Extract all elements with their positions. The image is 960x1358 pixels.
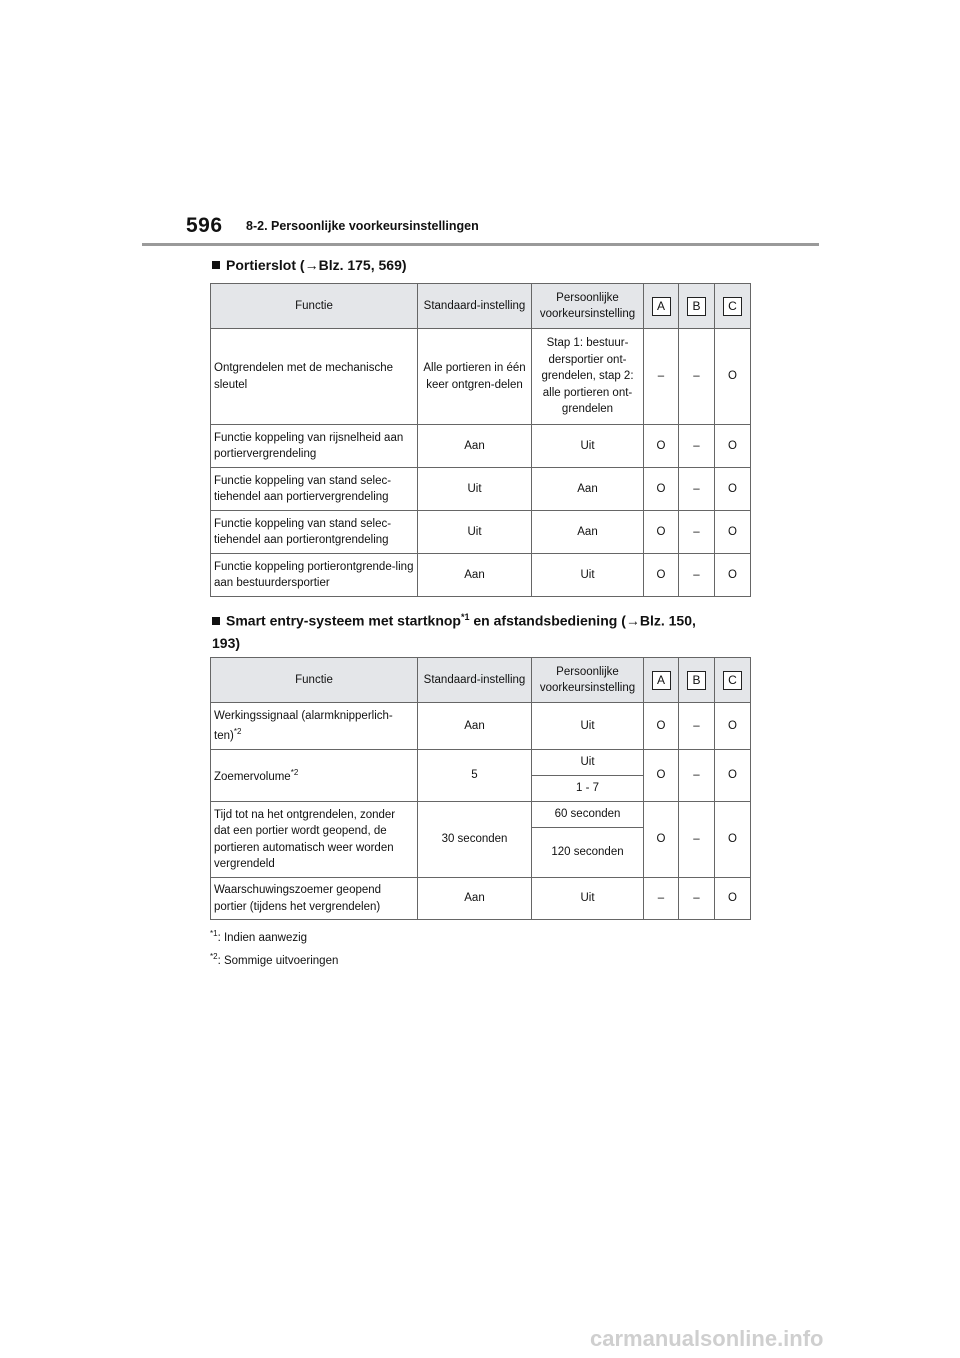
cell-function: Functie koppeling portierontgrende-ling aan bestuurdersportier [211,554,418,597]
table-header-row [211,658,751,703]
cell-c: O [715,703,751,750]
table-row [211,468,751,511]
cell-a: – [644,329,679,425]
col-header-c [715,658,751,703]
cell-b: – [679,329,715,425]
cell-b: – [679,750,715,802]
footnote-ref: *1 [460,612,470,622]
cell-function-text: Zoemervolume [214,771,291,784]
cell-custom: Uit [532,878,644,920]
heading-ref: Blz. 175, 569) [318,257,407,273]
page-number: 596 [186,214,223,237]
col-header-c [715,284,751,329]
arrow-icon: → [304,257,319,273]
cell-c: O [715,425,751,468]
cell-function: Functie koppeling van rijsnelheid aan portiervergrendeling [211,425,418,468]
footnote-ref: *2 [290,768,299,778]
heading-ref: Blz. 150, [639,612,696,629]
letter-c-icon: C [723,671,742,690]
cell-function: Functie koppeling van stand selec-tiehendel aan portierontgrendeling [211,511,418,554]
cell-default: Aan [418,425,532,468]
cell-a: O [644,511,679,554]
footnote-text: : Sommige uitvoeringen [217,954,339,967]
cell-c: O [715,750,751,802]
cell-b: – [679,802,715,878]
table-row [211,425,751,468]
cell-function [211,750,418,802]
cell-default: Aan [418,878,532,920]
col-header-b [679,284,715,329]
footnote-text: : Indien aanwezig [217,931,308,944]
cell-c: O [715,802,751,878]
col-header-default: Standaard-instelling [418,658,532,703]
cell-c: O [715,329,751,425]
heading-text: Smart entry-systeem met startknop [226,612,461,629]
cell-custom: Aan [532,511,644,554]
table-row [211,703,751,750]
cell-a: O [644,703,679,750]
letter-b-icon: B [687,671,706,690]
letter-a-icon: A [652,297,671,316]
section-heading-smart-entry [212,606,696,654]
heading-text: Portierslot ( [226,257,305,273]
letter-c-icon: C [723,297,742,316]
square-bullet-icon [212,261,220,269]
cell-function: Tijd tot na het ontgrendelen, zonder dat een portier wordt geopend, de portieren automatisch weer worden vergrendeld [211,802,418,878]
cell-b: – [679,878,715,920]
col-header-default: Standaard-instelling [418,284,532,329]
cell-a: O [644,802,679,878]
col-header-custom: Persoonlijke voorkeursinstelling [532,658,644,703]
cell-custom: Stap 1: bestuur-dersportier ont-grendelen, stap 2: alle portieren ont-grendelen [532,329,644,425]
door-lock-table [210,283,751,597]
cell-default: Alle portieren in één keer ontgren-delen [418,329,532,425]
cell-c: O [715,511,751,554]
heading-ref-line2: 193) [212,634,241,651]
cell-a: O [644,468,679,511]
letter-b-icon: B [687,297,706,316]
footnote-1 [210,929,307,944]
col-header-function: Functie [211,284,418,329]
cell-custom: Uit [532,425,644,468]
table-row [211,511,751,554]
table-row [211,878,751,920]
cell-default: Aan [418,554,532,597]
cell-b: – [679,468,715,511]
cell-c: O [715,878,751,920]
cell-function: Ontgrendelen met de mechanische sleutel [211,329,418,425]
section-heading-door-lock [212,254,407,276]
cell-custom: Aan [532,468,644,511]
cell-default: Uit [418,511,532,554]
cell-b: – [679,703,715,750]
heading-text-mid: en afstandsbediening ( [469,612,626,629]
cell-custom: 120 seconden [532,828,644,878]
cell-custom: Uit [532,750,644,776]
cell-b: – [679,511,715,554]
cell-custom: Uit [532,554,644,597]
footnote-ref: *2 [233,727,242,737]
cell-c: O [715,468,751,511]
table-row [211,802,751,828]
smart-entry-table [210,657,751,920]
col-header-b [679,658,715,703]
cell-function [211,703,418,750]
table-row [211,750,751,776]
cell-default: 30 seconden [418,802,532,878]
cell-function: Functie koppeling van stand selec-tiehendel aan portiervergrendeling [211,468,418,511]
footnote-mark: *2 [210,952,218,961]
header-rule [142,243,819,246]
cell-default: 5 [418,750,532,802]
cell-default: Aan [418,703,532,750]
footnote-mark: *1 [210,929,218,938]
cell-custom: Uit [532,703,644,750]
col-header-custom: Persoonlijke voorkeursinstelling [532,284,644,329]
watermark: carmanualsonline.info [590,1326,824,1351]
table-row [211,329,751,425]
cell-a: O [644,750,679,802]
cell-a: – [644,878,679,920]
cell-a: O [644,554,679,597]
col-header-a [644,284,679,329]
cell-a: O [644,425,679,468]
table-header-row [211,284,751,329]
footnote-2 [210,952,338,967]
table-row [211,554,751,597]
arrow-icon: → [625,612,640,629]
col-header-a [644,658,679,703]
square-bullet-icon [212,617,220,625]
cell-function: Waarschuwingszoemer geopend portier (tijdens het vergrendelen) [211,878,418,920]
cell-b: – [679,554,715,597]
cell-custom: 1 - 7 [532,776,644,802]
letter-a-icon: A [652,671,671,690]
chapter-title: 8-2. Persoonlijke voorkeursinstellingen [246,219,479,233]
cell-b: – [679,425,715,468]
cell-c: O [715,554,751,597]
col-header-function: Functie [211,658,418,703]
cell-default: Uit [418,468,532,511]
cell-function-text: Werkingssignaal (alarmknipperlich-ten) [214,709,393,742]
cell-custom: 60 seconden [532,802,644,828]
